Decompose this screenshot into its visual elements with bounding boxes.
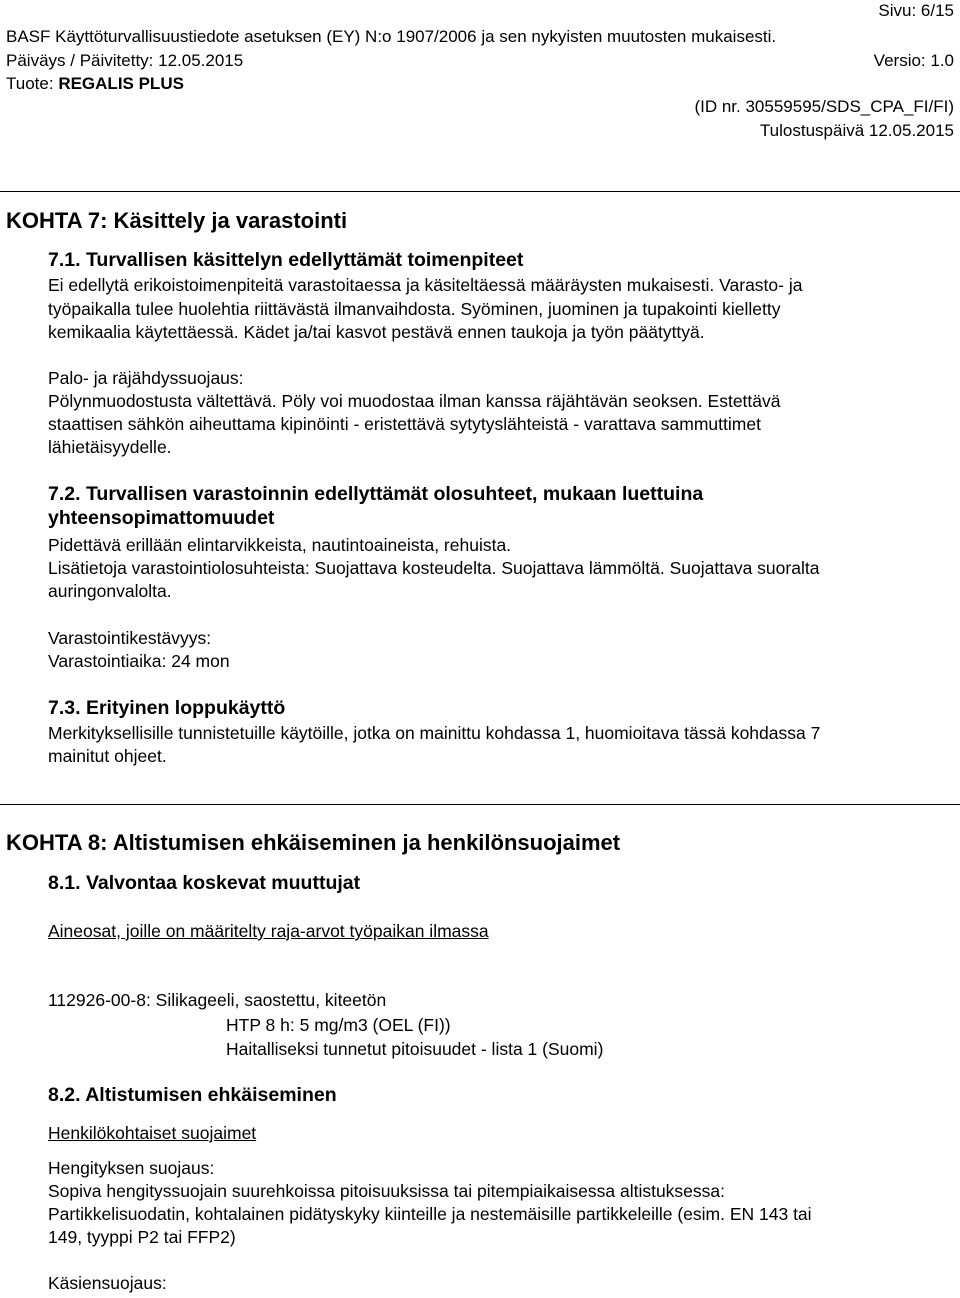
fire-protection-label: Palo- ja räjähdyssuojaus:	[48, 368, 244, 388]
version: Versio: 1.0	[873, 51, 954, 70]
product-line	[6, 73, 184, 94]
product-label: Tuote:	[6, 74, 54, 93]
respiratory-protection-label: Hengityksen suojaus:	[48, 1158, 215, 1178]
fire-protection-text: lähietäisyydelle.	[48, 437, 172, 457]
page-number: Sivu: 6/15	[878, 1, 954, 20]
print-date: Tulostuspäivä 12.05.2015	[759, 121, 954, 140]
section-7-3-title: 7.3. Erityinen loppukäyttö	[48, 697, 286, 719]
storage-stability-value: Varastointiaika: 24 mon	[48, 651, 230, 671]
header-divider	[0, 191, 960, 192]
section-7-3-text: Merkityksellisille tunnistetuille käytöille, jotka on mainittu kohdassa 1, huomioitava tässä kohdassa 7	[48, 723, 821, 743]
section-7-title: KOHTA 7: Käsittely ja varastointi	[6, 208, 348, 233]
section-7-2-title: 7.2. Turvallisen varastoinnin edellyttämät olosuhteet, mukaan luettuina	[48, 483, 704, 505]
section-7-2-text: Lisätietoja varastointiolosuhteista: Suojattava kosteudelta. Suojattava lämmöltä. Suojattava suoralta	[48, 558, 820, 578]
substance-limit: HTP 8 h: 5 mg/m3 (OEL (FI))	[226, 1015, 451, 1035]
section-8-2-title: 8.2. Altistumisen ehkäiseminen	[48, 1084, 337, 1106]
substance-limit: Haitalliseksi tunnetut pitoisuudet - lista 1 (Suomi)	[226, 1039, 604, 1059]
section-7-2-text: Pidettävä erillään elintarvikkeista, nautintoaineista, rehuista.	[48, 535, 512, 555]
revision-date: Päiväys / Päivitetty: 12.05.2015	[6, 51, 244, 70]
section-7-1-text: Ei edellytä erikoistoimenpiteitä varastoitaessa ja käsiteltäessä määräysten mukaisesti. Varasto- ja	[48, 275, 803, 295]
product-name: REGALIS PLUS	[58, 74, 184, 93]
fire-protection-text: Pölynmuodostusta vältettävä. Pöly voi muodostaa ilman kanssa räjähtävän seoksen. Estettävä	[48, 391, 781, 411]
document-title: BASF Käyttöturvallisuustiedote asetuksen (EY) N:o 1907/2006 ja sen nykyisten muutosten mukaisesti.	[6, 27, 777, 46]
section-7-1-text: kemikaalia käytettäessä. Kädet ja/tai kasvot pestävä ennen taukoja ja työn päätyttyä.	[48, 322, 705, 342]
section-7-3-text: mainitut ohjeet.	[48, 746, 167, 766]
ppe-heading: Henkilökohtaiset suojaimet	[48, 1123, 257, 1143]
section-8-1-title: 8.1. Valvontaa koskevat muuttujat	[48, 872, 361, 894]
section-divider	[0, 804, 960, 805]
section-8-title: KOHTA 8: Altistumisen ehkäiseminen ja henkilönsuojaimet	[6, 830, 621, 855]
fire-protection-text: staattisen sähkön aiheuttama kipinöinti - eristettävä sytytyslähteistä - varattava sammuttimet	[48, 414, 761, 434]
document-id: (ID nr. 30559595/SDS_CPA_FI/FI)	[694, 97, 954, 116]
hand-protection-label: Käsiensuojaus:	[48, 1273, 167, 1293]
storage-stability-label: Varastointikestävyys:	[48, 628, 212, 648]
respiratory-protection-text: Sopiva hengityssuojain suurehkoissa pitoisuuksissa tai pitempiaikaisessa altistuksessa:	[48, 1181, 726, 1201]
respiratory-protection-text: 149, tyyppi P2 tai FFP2)	[48, 1227, 236, 1247]
section-7-1-title: 7.1. Turvallisen käsittelyn edellyttämät toimenpiteet	[48, 249, 524, 271]
exposure-limits-heading: Aineosat, joille on määritelty raja-arvot työpaikan ilmassa	[48, 921, 489, 941]
section-7-2-title: yhteensopimattomuudet	[48, 507, 275, 529]
section-7-2-text: auringonvalolta.	[48, 581, 172, 601]
section-7-1-text: työpaikalla tulee huolehtia riittävästä ilmanvaihdosta. Syöminen, juominen ja tupakointi kielletty	[48, 299, 781, 319]
respiratory-protection-text: Partikkelisuodatin, kohtalainen pidätyskyky kiinteille ja nestemäisille partikkeleille (esim. EN 143 tai	[48, 1204, 812, 1224]
substance-name: 112926-00-8: Silikageeli, saostettu, kiteetön	[48, 990, 387, 1010]
